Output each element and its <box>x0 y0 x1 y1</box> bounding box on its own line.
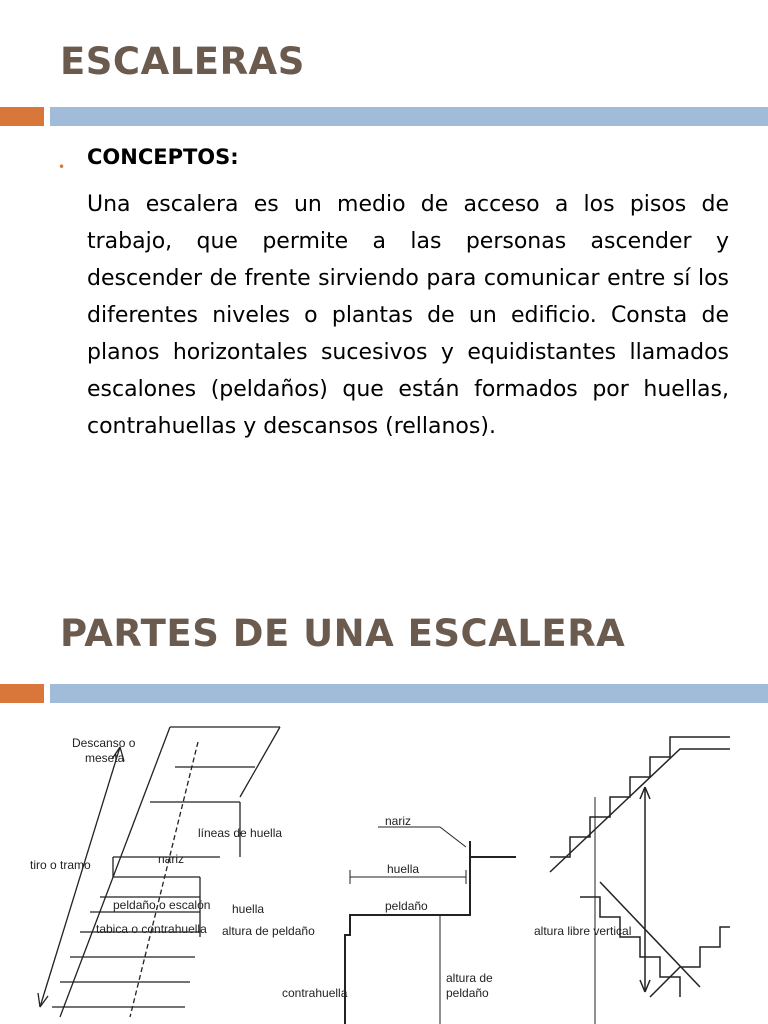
label-altura-de: altura de <box>446 971 493 985</box>
label-descanso: Descanso o <box>72 736 136 750</box>
stair-parts-diagram <box>0 707 768 1024</box>
slide-title: ESCALERAS <box>60 40 305 83</box>
headroom-stair-drawing <box>550 737 730 1024</box>
title-rule-accent <box>0 107 44 126</box>
label-huella-mid: huella <box>387 862 420 876</box>
label-peldano-mid: peldaño <box>385 899 428 913</box>
label-huella-left: huella <box>232 902 265 916</box>
label-tiro: tiro o tramo <box>30 858 91 872</box>
title-rule-bar <box>50 107 768 126</box>
label-peldano-escalon: peldaño o escalón <box>113 898 211 912</box>
label-nariz-mid: nariz <box>385 814 412 828</box>
label-peldano-bottom: peldaño <box>446 986 489 1000</box>
slide-partes-escalera <box>0 512 768 1024</box>
title-rule-accent <box>0 684 44 703</box>
label-altura-libre: altura libre vertical <box>534 924 632 938</box>
slide-title: PARTES DE UNA ESCALERA <box>60 612 626 655</box>
label-meseta: meseta <box>85 751 125 765</box>
profile-step-drawing <box>345 827 516 1024</box>
label-tabica: tabica o contrahuella <box>96 922 207 936</box>
bullet-icon: • <box>58 160 66 174</box>
concept-paragraph: Una escalera es un medio de acceso a los pisos de trabajo, que permite a las personas ascender y descender de frente sirviendo para comunicar entre sí los diferentes niveles o plantas de un edificio. Consta de planos horizontales sucesivos y equidistantes llamados escalones (peldaños) que están formados por huellas, contrahuellas y descansos (rellanos). <box>87 192 729 439</box>
perspective-stair-drawing <box>38 727 283 1017</box>
bullet-heading: CONCEPTOS: <box>87 145 239 169</box>
title-rule-bar <box>50 684 768 703</box>
label-nariz-left: nariz <box>158 852 185 866</box>
label-altura-peldano-left: altura de peldaño <box>222 924 315 938</box>
label-lineas-huella: líneas de huella <box>198 826 283 840</box>
label-contrahuella: contrahuella <box>282 986 348 1000</box>
